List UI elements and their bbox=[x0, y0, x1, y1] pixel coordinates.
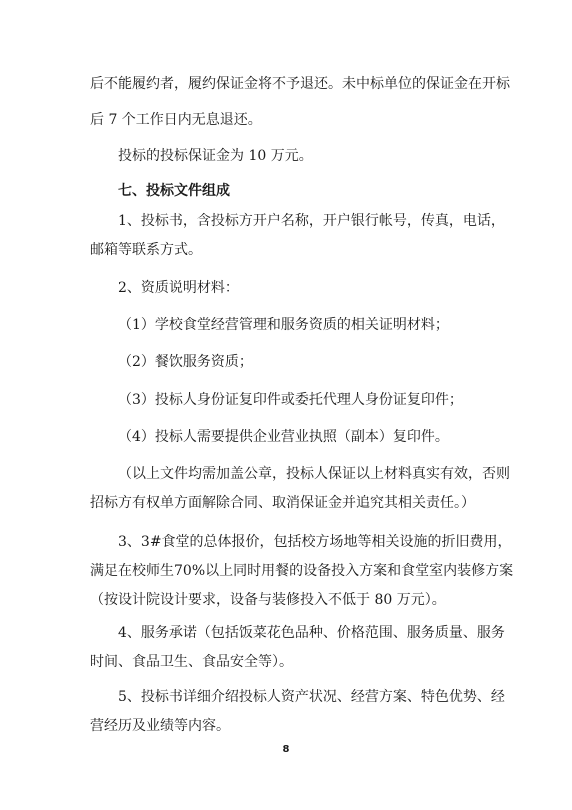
page-number: 8 bbox=[282, 744, 290, 755]
paragraph-line: 后不能履约者，履约保证金将不予退还。未中标单位的保证金在开标 bbox=[90, 76, 510, 92]
section-heading: 七、投标文件组成 bbox=[118, 183, 230, 199]
paragraph-line: 时间、食品卫生、食品安全等）。 bbox=[90, 654, 293, 670]
paragraph-line: （以上文件均需加盖公章，投标人保证以上材料真实有效，否则 bbox=[118, 466, 510, 482]
paragraph-line: 2、资质说明材料： bbox=[118, 280, 239, 296]
paragraph-line: 招标方有权单方面解除合同、取消保证金并追究其相关责任。） bbox=[90, 495, 475, 511]
list-item: （2）餐饮服务资质； bbox=[118, 354, 253, 370]
paragraph-line: 后 7 个工作日内无息退还。 bbox=[90, 112, 262, 128]
paragraph-line: 营经历及业绩等内容。 bbox=[90, 718, 230, 734]
paragraph-line: 4、服务承诺（包括饭菜花色品种、价格范围、服务质量、服务 bbox=[118, 625, 505, 641]
paragraph-line: （按设计院设计要求，设备与装修投入不低于 80 万元）。 bbox=[90, 592, 446, 608]
paragraph-line: 邮箱等联系方式。 bbox=[90, 242, 202, 258]
paragraph-line: 满足在校师生70%以上同时用餐的设备投入方案和食堂室内装修方案 bbox=[90, 563, 514, 579]
paragraph-line: 3、3#食堂的总体报价，包括校方场地等相关设施的折旧费用， bbox=[118, 534, 512, 550]
paragraph-line: 1、投标书，含投标方开户名称，开户银行帐号，传真，电话， bbox=[118, 213, 505, 229]
list-item: （4）投标人需要提供企业营业执照（副本）复印件。 bbox=[118, 429, 449, 445]
list-item: （1）学校食堂经营管理和服务资质的相关证明材料； bbox=[118, 317, 449, 333]
paragraph-line: 投标的投标保证金为 10 万元。 bbox=[118, 148, 313, 164]
list-item: （3）投标人身份证复印件或委托代理人身份证复印件； bbox=[118, 392, 463, 408]
paragraph-line: 5、投标书详细介绍投标人资产状况、经营方案、特色优势、经 bbox=[118, 689, 505, 705]
